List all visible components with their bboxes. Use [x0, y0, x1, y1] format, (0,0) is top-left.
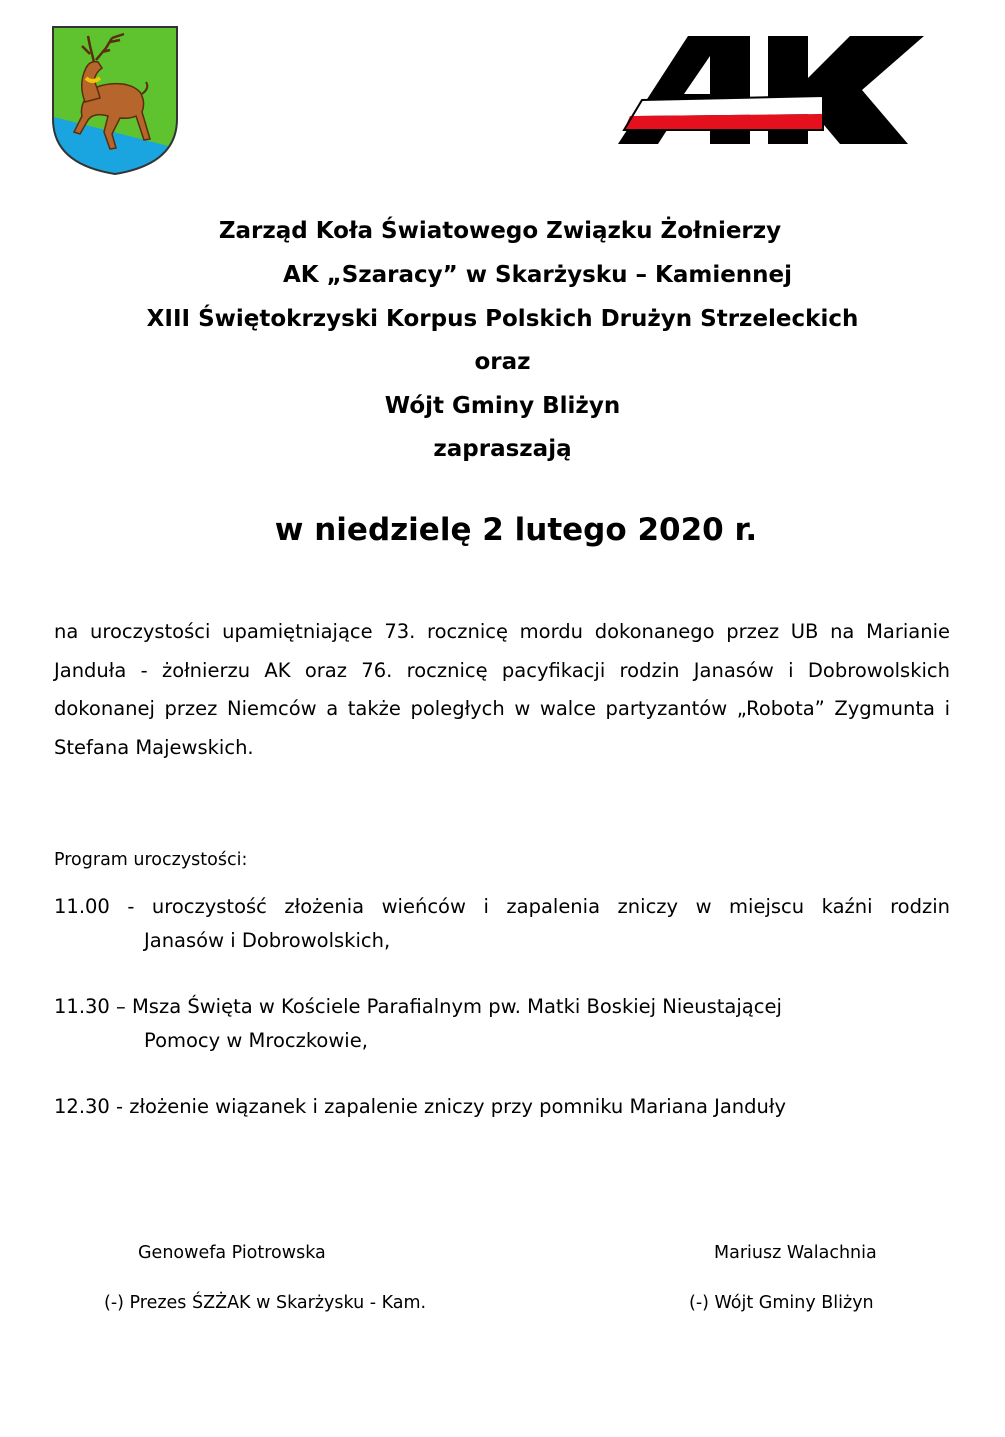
program-item — [54, 1090, 950, 1124]
signature-left-title: (-) Prezes ŚZŻAK w Skarżysku - Kam. — [104, 1293, 427, 1313]
program-item — [54, 990, 950, 1058]
program-item — [54, 890, 950, 958]
program-item-line: 12.30 - złożenie wiązanek i zapalenie zniczy przy pomniku Mariana Janduły — [54, 1095, 786, 1118]
program-item-continuation: Pomocy w Mroczkowie, — [144, 1029, 368, 1052]
signature-left-name: Genowefa Piotrowska — [138, 1243, 326, 1263]
program-title: Program uroczystości: — [54, 850, 248, 870]
event-date: w niedzielę 2 lutego 2020 r. — [274, 512, 758, 548]
program-item-continuation: Janasów i Dobrowolskich, — [144, 929, 391, 952]
header-line-3: XIII Świętokrzyski Korpus Polskich Drużyn Strzeleckich — [146, 306, 859, 332]
header-line-4: oraz — [474, 349, 531, 375]
signature-right-name: Mariusz Walachnia — [714, 1243, 877, 1263]
ak-logo-icon — [618, 34, 928, 146]
invitation-paragraph: na uroczystości upamiętniające 73. rocznicę mordu dokonanego przez UB na Marianie Janduła - żołnierzu AK oraz 76. rocznicę pacyfikacji rodzin Janasów i Dobrowolskich dokonanej przez Niemców a także poległych w walce partyzantów „Robota” Zygmunta i Stefana Majewskich. — [54, 620, 950, 759]
header-line-1: Zarząd Koła Światowego Związku Żołnierzy — [218, 218, 782, 244]
header-line-6: zapraszają — [433, 436, 572, 462]
header-line-5: Wójt Gminy Bliżyn — [384, 393, 621, 419]
crest-logo — [50, 24, 180, 176]
deer-icon — [50, 24, 180, 176]
header-line-2: AK „Szaracy” w Skarżysku – Kamiennej — [282, 262, 793, 288]
program-item-line: 11.00 - uroczystość złożenia wieńców i zapalenia zniczy w miejscu kaźni rodzin — [54, 895, 950, 918]
program-item-line: 11.30 – Msza Święta w Kościele Parafialnym pw. Matki Boskiej Nieustającej — [54, 995, 782, 1018]
ak-logo — [618, 34, 928, 146]
signature-right-title: (-) Wójt Gminy Bliżyn — [689, 1293, 874, 1313]
